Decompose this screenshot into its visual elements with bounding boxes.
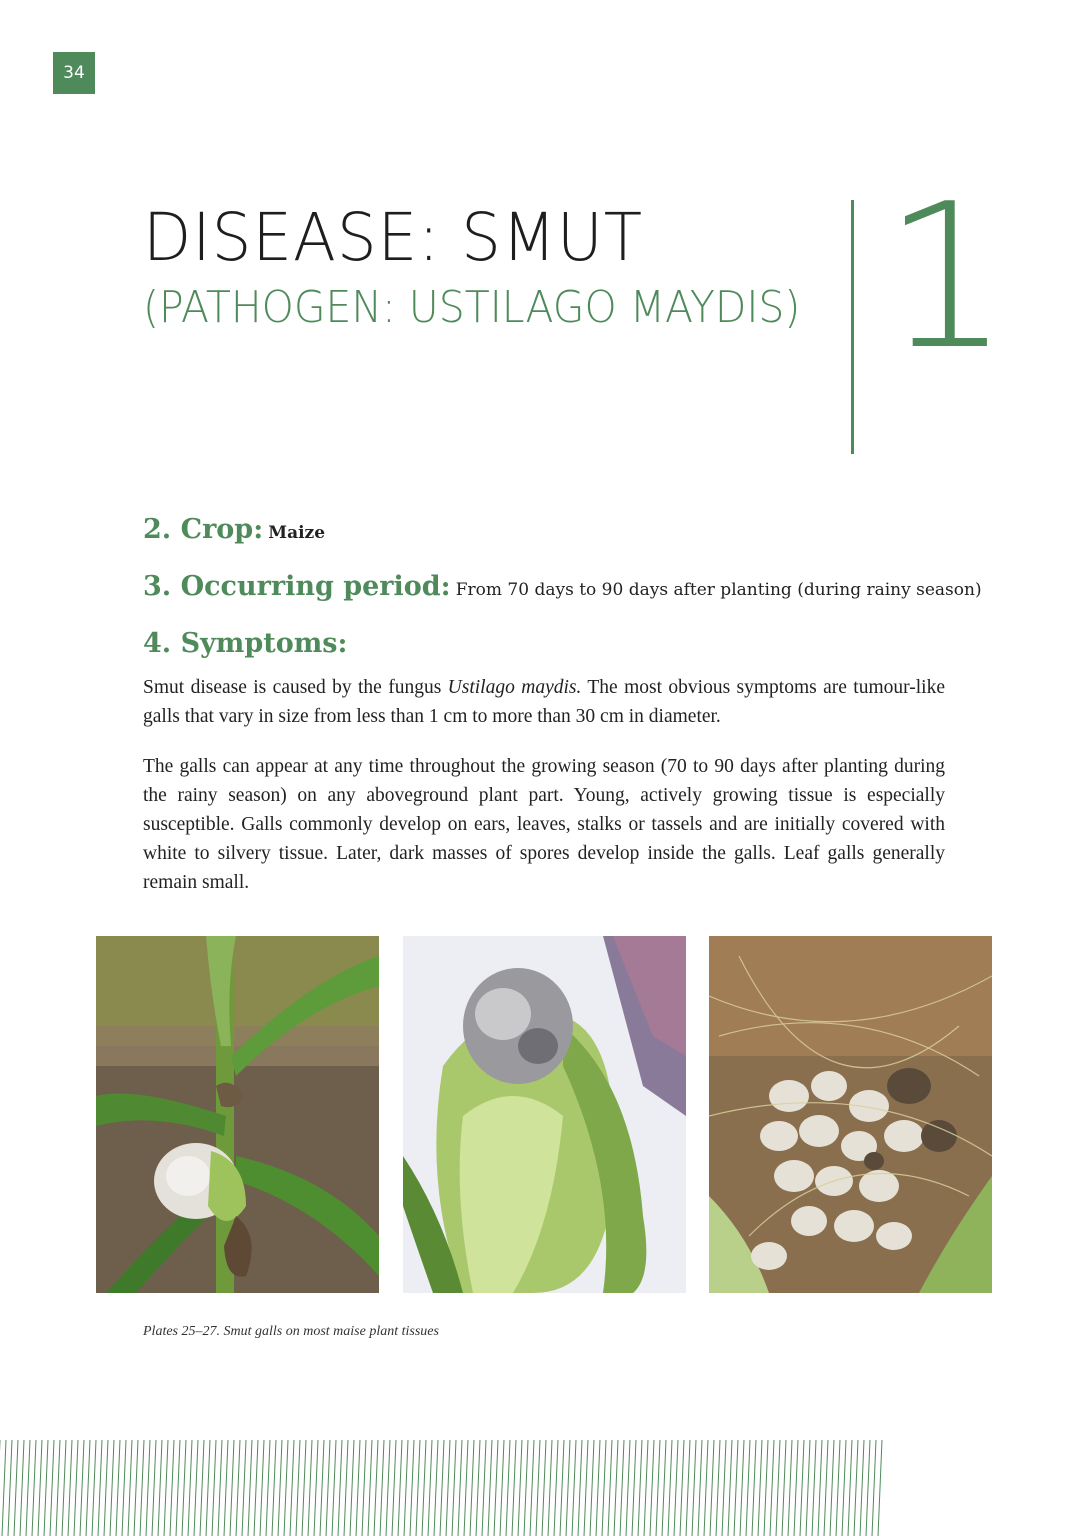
- hatch-line: [722, 1440, 726, 1536]
- period-value: From 70 days to 90 days after planting (during rainy season): [455, 580, 982, 600]
- page-subtitle: (PATHOGEN: USTILAGO MAYDIS): [143, 282, 801, 333]
- hatch-line: [542, 1440, 546, 1536]
- hatch-line: [380, 1440, 384, 1536]
- hatch-line: [644, 1440, 648, 1536]
- page-number: 34: [53, 52, 95, 94]
- hatch-line: [494, 1440, 498, 1536]
- hatch-line: [278, 1440, 282, 1536]
- hatch-line: [224, 1440, 228, 1536]
- hatch-line: [518, 1440, 522, 1536]
- hatch-line: [548, 1440, 552, 1536]
- hatch-line: [236, 1440, 240, 1536]
- symptoms-section: [143, 628, 347, 659]
- plate-2-image: [403, 936, 686, 1293]
- hatch-line: [554, 1440, 558, 1536]
- hatch-line: [776, 1440, 780, 1536]
- hatch-line: [806, 1440, 810, 1536]
- hatch-line: [692, 1440, 696, 1536]
- hatch-line: [476, 1440, 480, 1536]
- hatch-line: [206, 1440, 210, 1536]
- hatch-line: [176, 1440, 180, 1536]
- hatch-line: [506, 1440, 510, 1536]
- hatch-pattern: [0, 1440, 895, 1536]
- hatch-line: [158, 1440, 162, 1536]
- hatch-line: [584, 1440, 588, 1536]
- hatch-line: [686, 1440, 690, 1536]
- hatch-line: [308, 1440, 312, 1536]
- hatch-line: [782, 1440, 786, 1536]
- hatch-line: [284, 1440, 288, 1536]
- hatch-line: [38, 1440, 42, 1536]
- hatch-line: [482, 1440, 486, 1536]
- hatch-line: [404, 1440, 408, 1536]
- hatch-line: [56, 1440, 60, 1536]
- plate-photo-1: [96, 936, 379, 1293]
- hatch-line: [386, 1440, 390, 1536]
- hatch-line: [116, 1440, 120, 1536]
- hatch-line: [260, 1440, 264, 1536]
- hatch-line: [794, 1440, 798, 1536]
- hatch-line: [674, 1440, 678, 1536]
- hatch-line: [620, 1440, 624, 1536]
- chapter-divider: [851, 200, 854, 454]
- hatch-line: [26, 1440, 30, 1536]
- hatch-line: [326, 1440, 330, 1536]
- crop-section: [143, 514, 325, 545]
- crop-heading: 2. Crop:: [143, 514, 264, 545]
- hatch-line: [536, 1440, 540, 1536]
- hatch-line: [50, 1440, 54, 1536]
- hatch-line: [74, 1440, 78, 1536]
- hatch-line: [242, 1440, 246, 1536]
- hatch-line: [464, 1440, 468, 1536]
- hatch-line: [338, 1440, 342, 1536]
- hatch-line: [188, 1440, 192, 1536]
- hatch-line: [614, 1440, 618, 1536]
- hatch-line: [296, 1440, 300, 1536]
- hatch-line: [716, 1440, 720, 1536]
- hatch-line: [842, 1440, 846, 1536]
- hatch-line: [836, 1440, 840, 1536]
- hatch-line: [746, 1440, 750, 1536]
- hatch-line: [734, 1440, 738, 1536]
- hatch-line: [710, 1440, 714, 1536]
- hatch-line: [152, 1440, 156, 1536]
- hatch-line: [110, 1440, 114, 1536]
- hatch-line: [134, 1440, 138, 1536]
- hatch-line: [470, 1440, 474, 1536]
- hatch-line: [854, 1440, 858, 1536]
- hatch-line: [194, 1440, 198, 1536]
- plate-photo-3: [709, 936, 992, 1293]
- hatch-line: [230, 1440, 234, 1536]
- hatch-line: [422, 1440, 426, 1536]
- hatch-line: [668, 1440, 672, 1536]
- hatch-line: [356, 1440, 360, 1536]
- period-section: [143, 571, 982, 602]
- figure-caption: Plates 25–27. Smut galls on most maise plant tissues: [143, 1324, 439, 1339]
- hatch-line: [290, 1440, 294, 1536]
- hatch-line: [872, 1440, 876, 1536]
- symptoms-paragraph-2: The galls can appear at any time throughout the growing season (70 to 90 days after planting during the rainy season) on any aboveground plant part. Young, actively growing tissue is especially susceptible. Galls commonly develop on ears, leaves, stalks or tassels and are initially covered with white to silvery tissue. Later, dark masses of spores develop inside the galls. Leaf galls generally remain small.: [143, 756, 945, 893]
- hatch-line: [572, 1440, 576, 1536]
- hatch-line: [218, 1440, 222, 1536]
- hatch-line: [392, 1440, 396, 1536]
- hatch-line: [86, 1440, 90, 1536]
- hatch-line: [662, 1440, 666, 1536]
- plate-3-image: [709, 936, 992, 1293]
- hatch-line: [758, 1440, 762, 1536]
- symptoms-heading: 4. Symptoms:: [143, 628, 348, 659]
- hatch-line: [578, 1440, 582, 1536]
- hatch-line: [164, 1440, 168, 1536]
- hatch-line: [824, 1440, 828, 1536]
- crop-value: Maize: [268, 523, 326, 543]
- hatch-line: [566, 1440, 570, 1536]
- decorative-hatch-band: [0, 1440, 895, 1536]
- hatch-line: [446, 1440, 450, 1536]
- hatch-line: [140, 1440, 144, 1536]
- symptoms-p1-text-a: Smut disease is caused by the fungus: [143, 677, 448, 698]
- hatch-line: [560, 1440, 564, 1536]
- hatch-line: [428, 1440, 432, 1536]
- hatch-line: [830, 1440, 834, 1536]
- hatch-line: [374, 1440, 378, 1536]
- hatch-line: [458, 1440, 462, 1536]
- hatch-line: [740, 1440, 744, 1536]
- hatch-line: [314, 1440, 318, 1536]
- hatch-line: [320, 1440, 324, 1536]
- plate-1-image: [96, 936, 379, 1293]
- hatch-line: [818, 1440, 822, 1536]
- hatch-line: [704, 1440, 708, 1536]
- hatch-line: [728, 1440, 732, 1536]
- hatch-line: [416, 1440, 420, 1536]
- hatch-line: [68, 1440, 72, 1536]
- hatch-line: [650, 1440, 654, 1536]
- hatch-line: [128, 1440, 132, 1536]
- hatch-line: [8, 1440, 12, 1536]
- hatch-line: [44, 1440, 48, 1536]
- hatch-line: [602, 1440, 606, 1536]
- hatch-line: [530, 1440, 534, 1536]
- hatch-line: [680, 1440, 684, 1536]
- hatch-line: [770, 1440, 774, 1536]
- hatch-line: [14, 1440, 18, 1536]
- hatch-line: [608, 1440, 612, 1536]
- hatch-line: [626, 1440, 630, 1536]
- hatch-line: [800, 1440, 804, 1536]
- hatch-line: [98, 1440, 102, 1536]
- hatch-line: [398, 1440, 402, 1536]
- hatch-line: [596, 1440, 600, 1536]
- hatch-line: [788, 1440, 792, 1536]
- hatch-line: [410, 1440, 414, 1536]
- hatch-line: [80, 1440, 84, 1536]
- page-title: DISEASE: SMUT: [143, 199, 643, 276]
- hatch-line: [752, 1440, 756, 1536]
- hatch-line: [764, 1440, 768, 1536]
- hatch-line: [434, 1440, 438, 1536]
- hatch-line: [272, 1440, 276, 1536]
- hatch-line: [488, 1440, 492, 1536]
- hatch-line: [500, 1440, 504, 1536]
- hatch-line: [368, 1440, 372, 1536]
- hatch-line: [524, 1440, 528, 1536]
- period-heading: 3. Occurring period:: [143, 571, 451, 602]
- hatch-line: [146, 1440, 150, 1536]
- hatch-line: [248, 1440, 252, 1536]
- hatch-line: [512, 1440, 516, 1536]
- hatch-line: [590, 1440, 594, 1536]
- hatch-line: [266, 1440, 270, 1536]
- hatch-line: [182, 1440, 186, 1536]
- hatch-line: [2, 1440, 6, 1536]
- hatch-line: [632, 1440, 636, 1536]
- hatch-line: [812, 1440, 816, 1536]
- hatch-line: [350, 1440, 354, 1536]
- hatch-line: [170, 1440, 174, 1536]
- hatch-line: [254, 1440, 258, 1536]
- hatch-line: [698, 1440, 702, 1536]
- pathogen-name: Ustilago maydis.: [447, 677, 582, 698]
- hatch-line: [878, 1440, 882, 1536]
- hatch-line: [440, 1440, 444, 1536]
- hatch-line: [122, 1440, 126, 1536]
- hatch-line: [212, 1440, 216, 1536]
- hatch-line: [200, 1440, 204, 1536]
- hatch-line: [332, 1440, 336, 1536]
- hatch-line: [362, 1440, 366, 1536]
- hatch-line: [848, 1440, 852, 1536]
- hatch-line: [104, 1440, 108, 1536]
- symptoms-paragraph-1: [143, 673, 945, 731]
- hatch-line: [62, 1440, 66, 1536]
- hatch-line: [32, 1440, 36, 1536]
- symptoms-p1-text-b: The most obvious symptoms are tumour-like galls that vary in size from less than 1 cm to more than 30 cm in diameter.: [143, 677, 945, 727]
- hatch-line: [452, 1440, 456, 1536]
- plate-photo-2: [403, 936, 686, 1293]
- hatch-line: [302, 1440, 306, 1536]
- hatch-line: [860, 1440, 864, 1536]
- hatch-line: [92, 1440, 96, 1536]
- hatch-line: [20, 1440, 24, 1536]
- chapter-number: 1: [883, 161, 1011, 394]
- hatch-line: [866, 1440, 870, 1536]
- hatch-line: [344, 1440, 348, 1536]
- hatch-line: [638, 1440, 642, 1536]
- hatch-line: [656, 1440, 660, 1536]
